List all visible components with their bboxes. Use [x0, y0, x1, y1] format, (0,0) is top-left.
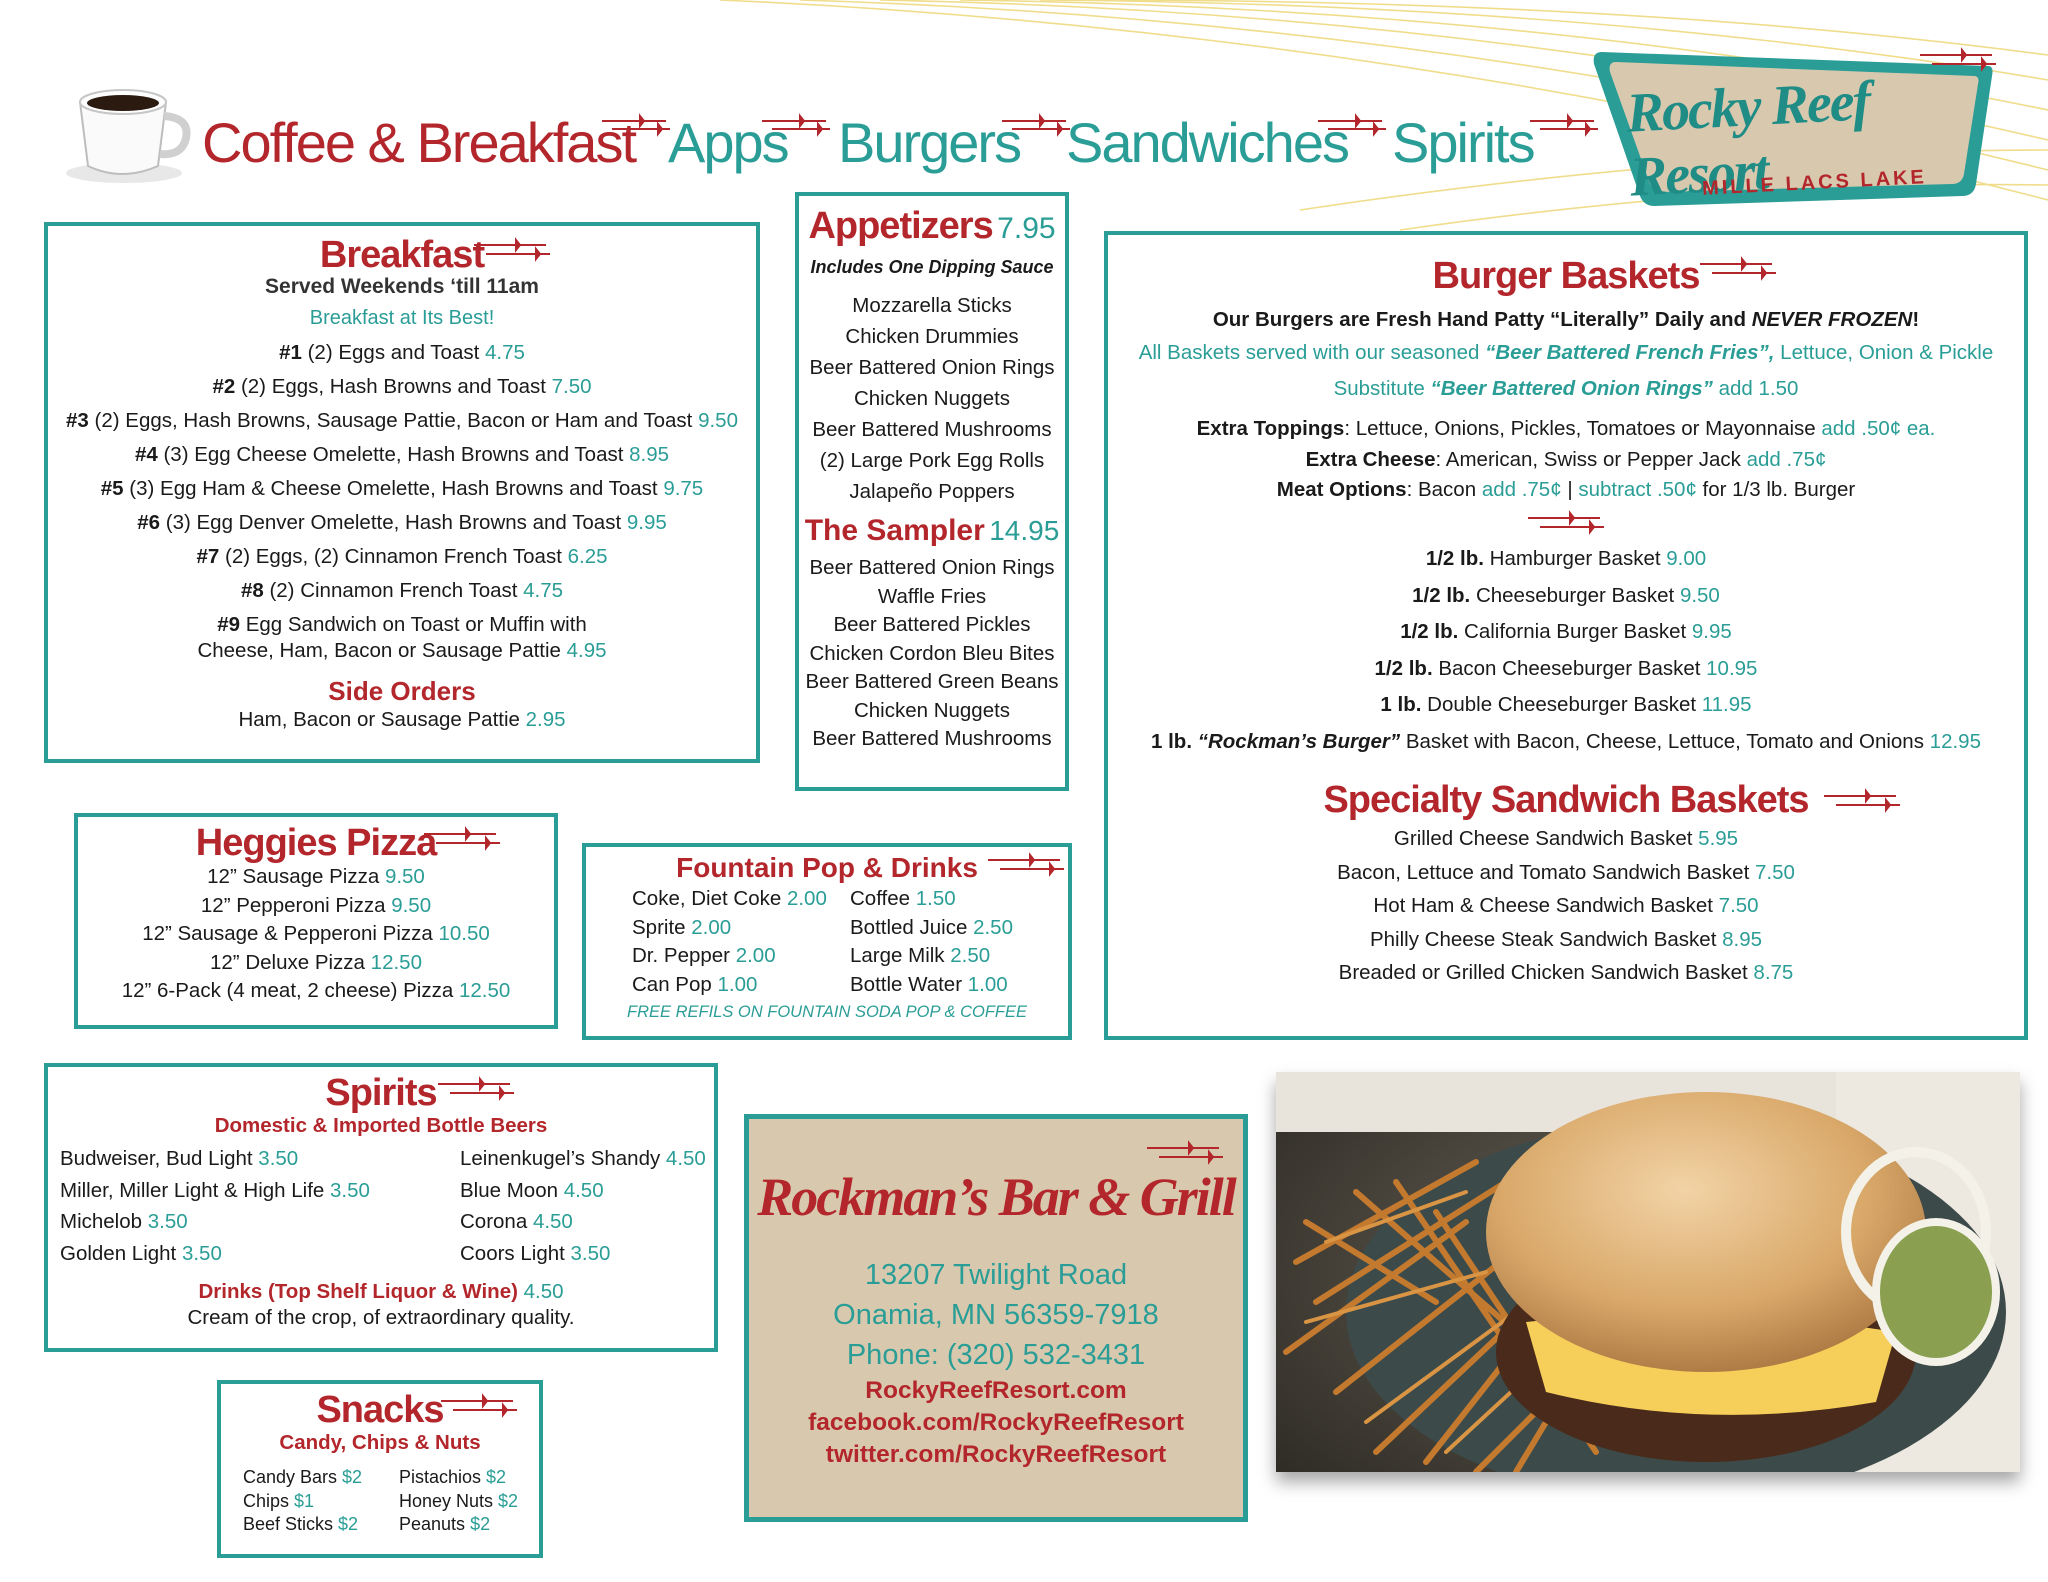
- item-name: 12” Deluxe Pizza: [210, 950, 371, 974]
- option-label: Extra Toppings: [1196, 417, 1345, 440]
- item-price: 2.00: [786, 887, 827, 910]
- item-name: 12” Sausage & Pepperoni Pizza: [142, 922, 439, 945]
- item-desc: (2) Cinnamon French Toast: [263, 579, 524, 602]
- list-item[interactable]: [1108, 956, 2024, 990]
- list-item[interactable]: [78, 920, 554, 949]
- item-name: Chips: [243, 1490, 295, 1511]
- option-price: add .75¢: [1746, 448, 1827, 471]
- item-name: Dr. Pepper: [632, 944, 736, 967]
- item-name: Pistachios: [399, 1467, 487, 1487]
- item-name: Bottled Juice: [850, 915, 974, 939]
- pizza-title: Heggies Pizza: [195, 822, 437, 864]
- note-text: Our Burgers are Fresh Hand Patty “Literally” Daily and: [1212, 308, 1752, 331]
- list-item: Beer Battered Green Beans: [805, 670, 1059, 693]
- jet-ornament-icon: [600, 112, 672, 138]
- item-name: Corona: [460, 1210, 533, 1233]
- contact-panel: [744, 1114, 1248, 1522]
- appetizers-title: Appetizers: [808, 205, 993, 247]
- item-name: Miller, Miller Light & High Life: [60, 1178, 331, 1202]
- burger-list: [1108, 541, 2024, 760]
- list-item: Beer Battered Mushrooms: [812, 727, 1052, 750]
- spirits-panel: [44, 1063, 718, 1352]
- logo-subtitle: MILLE LACS LAKE: [1701, 166, 1928, 200]
- item-price: 3.50: [330, 1178, 370, 1202]
- item-price: $2: [498, 1490, 519, 1511]
- item-name: Grilled Cheese Sandwich Basket: [1393, 827, 1699, 850]
- option-separator: |: [1561, 478, 1579, 501]
- item-price: 7.50: [1718, 894, 1759, 917]
- item-name: Drinks (Top Shelf Liquor & Wine): [198, 1280, 518, 1303]
- list-item[interactable]: [60, 1206, 460, 1238]
- list-item[interactable]: [60, 1175, 460, 1207]
- item-price: 2.95: [525, 708, 566, 731]
- item-desc: Egg Sandwich on Toast or Muffin with: [240, 613, 587, 636]
- item-size: 1/2 lb.: [1374, 656, 1433, 680]
- item-desc: Ham, Bacon or Sausage Pattie: [238, 708, 526, 731]
- list-item[interactable]: [460, 1175, 706, 1207]
- jet-ornament-icon: [986, 851, 1066, 877]
- list-item[interactable]: [850, 885, 1013, 914]
- item-number: #7: [196, 545, 220, 568]
- snacks-columns: [221, 1466, 539, 1537]
- specialty-list: [1108, 822, 2024, 990]
- item-price: 7.50: [551, 375, 592, 398]
- list-item[interactable]: [78, 949, 554, 978]
- item-price: 1.50: [915, 887, 956, 910]
- item-name: Breaded or Grilled Chicken Sandwich Basket: [1338, 961, 1754, 984]
- snacks-title: Snacks: [316, 1389, 444, 1431]
- item-size: 1/2 lb.: [1425, 547, 1484, 570]
- item-number: #5: [100, 477, 124, 500]
- burger-all-baskets-note: [1108, 335, 2024, 371]
- list-item: Beer Battered Pickles: [833, 613, 1031, 636]
- list-item[interactable]: [399, 1513, 518, 1537]
- item-number: #3: [66, 409, 89, 432]
- list-item[interactable]: [399, 1466, 518, 1490]
- spirits-subtitle: Domestic & Imported Bottle Beers: [214, 1114, 548, 1137]
- breakfast-title: Breakfast: [319, 234, 485, 276]
- option-text: for 1/3 lb. Burger: [1696, 478, 1856, 501]
- pizza-panel: [74, 813, 558, 1029]
- item-price: 4.75: [485, 341, 525, 364]
- list-item[interactable]: [48, 574, 756, 608]
- list-item[interactable]: [460, 1143, 706, 1175]
- breakfast-items: [48, 336, 756, 664]
- jet-ornament-icon: [1822, 787, 1902, 813]
- jet-ornament-icon: [1526, 509, 1606, 535]
- item-price: $2: [486, 1467, 507, 1487]
- note-text: !: [1912, 308, 1920, 331]
- list-item[interactable]: [48, 506, 756, 540]
- list-item[interactable]: [48, 438, 756, 472]
- list-item[interactable]: Beer Battered Onion Rings: [809, 356, 1055, 379]
- item-price: 9.50: [1679, 583, 1720, 607]
- item-price: 9.50: [698, 409, 738, 432]
- item-price: 2.50: [973, 915, 1013, 939]
- burger-fresh-note: [1108, 305, 2024, 335]
- list-item[interactable]: [243, 1466, 399, 1490]
- coffee-cup-icon: [62, 78, 192, 188]
- item-name: Bottle Water: [850, 972, 968, 996]
- list-item[interactable]: [632, 971, 850, 1000]
- item-name: Bacon, Lettuce and Tomato Sandwich Basket: [1337, 860, 1755, 884]
- item-price: $2: [470, 1514, 491, 1534]
- breakfast-served: Served Weekends ‘till 11am: [265, 275, 539, 298]
- option-label: Extra Cheese: [1305, 448, 1436, 471]
- list-item[interactable]: [48, 540, 756, 574]
- item-price: 9.00: [1666, 547, 1707, 570]
- list-item[interactable]: [78, 863, 554, 892]
- extra-cheese[interactable]: [1108, 445, 2024, 475]
- item-price: 7.50: [1754, 860, 1795, 884]
- top-shelf-note: Cream of the crop, of extraordinary quality.: [187, 1306, 575, 1329]
- nav-burgers[interactable]: Burgers: [838, 111, 1021, 174]
- item-desc: Cheese, Ham, Bacon or Sausage Pattie: [197, 639, 567, 662]
- item-price: 4.50: [523, 1280, 564, 1303]
- item-name: Large Milk: [850, 944, 951, 967]
- spirits-columns: [48, 1143, 714, 1269]
- item-desc: Basket with Bacon, Cheese, Lettuce, Tomato and Onions: [1400, 729, 1930, 753]
- contact-phone[interactable]: Phone: (320) 532-3431: [846, 1339, 1146, 1371]
- item-number: #9: [217, 613, 240, 636]
- item-price: 11.95: [1701, 693, 1752, 716]
- item-size: 1 lb.: [1151, 729, 1193, 753]
- item-price: 10.50: [438, 922, 490, 945]
- sampler-list: [799, 554, 1065, 754]
- burger-substitute-note: [1108, 371, 2024, 407]
- contact-website-link[interactable]: RockyReefResort.com: [865, 1377, 1127, 1404]
- list-item[interactable]: (2) Large Pork Egg Rolls: [819, 449, 1045, 472]
- contact-twitter-link[interactable]: twitter.com/RockyReefResort: [825, 1441, 1167, 1468]
- item-number: #6: [137, 511, 161, 534]
- top-shelf-drinks[interactable]: [48, 1279, 714, 1305]
- spirits-left-column: [60, 1143, 460, 1269]
- item-number: #2: [212, 375, 236, 398]
- jet-ornament-icon: [760, 112, 832, 138]
- jet-ornament-icon: [1145, 1139, 1225, 1165]
- list-item[interactable]: Chicken Drummies: [845, 325, 1019, 348]
- item-name: Hot Ham & Cheese Sandwich Basket: [1373, 894, 1719, 917]
- drinks-title: Fountain Pop & Drinks: [676, 852, 978, 883]
- jet-ornament-icon: [472, 236, 552, 262]
- item-price: 4.50: [532, 1210, 573, 1233]
- side-orders-item[interactable]: [48, 707, 756, 733]
- list-item[interactable]: [48, 404, 756, 438]
- note-text: add 1.50: [1712, 377, 1799, 400]
- nav-apps[interactable]: Apps: [668, 111, 788, 174]
- item-name: Budweiser, Bud Light: [60, 1147, 259, 1170]
- jet-ornament-icon: [1698, 255, 1778, 281]
- item-number: #1: [279, 341, 302, 364]
- item-name: Coors Light: [460, 1241, 571, 1265]
- meat-options[interactable]: [1108, 475, 2024, 505]
- item-desc: (2) Eggs, (2) Cinnamon French Toast: [219, 545, 568, 568]
- item-name: 12” Sausage Pizza: [207, 865, 385, 888]
- item-price: 2.50: [950, 944, 991, 967]
- jet-ornament-icon: [439, 1392, 519, 1418]
- item-size: 1/2 lb.: [1400, 620, 1459, 643]
- item-name: Philly Cheese Steak Sandwich Basket: [1369, 927, 1723, 951]
- nav-spirits[interactable]: Spirits: [1392, 111, 1534, 174]
- list-item[interactable]: [48, 336, 756, 370]
- item-desc: (2) Eggs and Toast: [301, 341, 485, 364]
- burger-baskets-panel: [1104, 231, 2028, 1040]
- item-name: Bacon Cheeseburger Basket: [1432, 656, 1707, 680]
- sampler-price: 14.95: [989, 515, 1060, 546]
- list-item[interactable]: Mozzarella Sticks: [852, 294, 1012, 317]
- item-name: Blue Moon: [460, 1178, 564, 1202]
- item-price: 3.50: [258, 1147, 299, 1170]
- item-name: Beef Sticks: [243, 1514, 339, 1534]
- item-name: Coke, Diet Coke: [632, 887, 787, 910]
- resort-logo: [1588, 46, 2000, 216]
- item-name: Cheeseburger Basket: [1470, 583, 1680, 607]
- list-item: Waffle Fries: [877, 584, 987, 608]
- logo-title: Rocky Reef Resort: [1624, 70, 1871, 209]
- list-item[interactable]: [60, 1143, 460, 1175]
- breakfast-panel: [44, 222, 760, 763]
- item-price: 12.95: [1929, 729, 1981, 753]
- note-emphasis: “Beer Battered French Fries”,: [1485, 341, 1775, 364]
- item-price: 12.50: [370, 950, 422, 974]
- item-price: 12.50: [458, 979, 511, 1002]
- item-desc: (2) Eggs, Hash Browns, Sausage Pattie, Bacon or Ham and Toast: [88, 409, 699, 432]
- item-name: Honey Nuts: [399, 1490, 499, 1511]
- item-price: 9.75: [663, 477, 704, 500]
- option-label: Meat Options: [1276, 478, 1407, 501]
- item-number: #4: [134, 443, 158, 466]
- list-item[interactable]: [1108, 822, 2024, 856]
- nav-coffee-breakfast[interactable]: Coffee & Breakfast: [202, 111, 635, 174]
- item-price: $2: [342, 1467, 363, 1487]
- note-text: Lettuce, Onion & Pickle: [1774, 341, 1994, 364]
- option-text: : Bacon: [1406, 478, 1482, 501]
- list-item[interactable]: [460, 1206, 706, 1238]
- item-name: Double Cheeseburger Basket: [1421, 693, 1702, 716]
- jet-ornament-icon: [1000, 112, 1072, 138]
- list-item[interactable]: [243, 1513, 399, 1537]
- list-item[interactable]: Jalapeño Poppers: [849, 480, 1015, 503]
- list-item[interactable]: [850, 914, 1013, 943]
- list-item[interactable]: [632, 942, 850, 971]
- item-price: 2.00: [691, 915, 732, 939]
- item-price: 4.50: [563, 1178, 604, 1202]
- item-price: 3.50: [181, 1241, 222, 1265]
- item-name: Peanuts: [399, 1514, 471, 1534]
- drinks-columns: [586, 885, 1068, 999]
- list-item[interactable]: [850, 971, 1013, 1000]
- item-name: 12” 6-Pack (4 meat, 2 cheese) Pizza: [121, 979, 459, 1002]
- list-item[interactable]: [399, 1490, 518, 1514]
- item-desc: (3) Egg Denver Omelette, Hash Browns and Toast: [160, 511, 627, 534]
- list-item[interactable]: [243, 1490, 399, 1514]
- list-item[interactable]: [632, 885, 850, 914]
- extra-toppings[interactable]: [1108, 413, 2024, 445]
- item-size: 1/2 lb.: [1412, 583, 1471, 607]
- option-price: add .75¢: [1481, 478, 1562, 501]
- spirits-right-column: [460, 1143, 706, 1269]
- item-name: “Rockman’s Burger”: [1192, 729, 1401, 753]
- item-size: 1 lb.: [1380, 693, 1422, 716]
- item-price: 9.95: [626, 511, 667, 534]
- list-item[interactable]: [1108, 923, 2024, 957]
- item-name: Michelob: [60, 1210, 148, 1233]
- item-price: 2.00: [735, 944, 776, 967]
- drinks-panel: [582, 843, 1072, 1040]
- item-price: $2: [338, 1514, 359, 1534]
- breakfast-tagline: Breakfast at Its Best!: [309, 307, 495, 329]
- appetizers-heading: [799, 206, 1065, 254]
- sampler-title: The Sampler: [804, 514, 985, 547]
- list-item[interactable]: [850, 942, 1013, 971]
- option-price: add .50¢ ea.: [1821, 417, 1936, 440]
- item-price: 10.95: [1706, 656, 1758, 680]
- list-item[interactable]: [460, 1238, 706, 1270]
- appetizers-note: Includes One Dipping Sauce: [810, 257, 1054, 277]
- option-text: : American, Swiss or Pepper Jack: [1435, 448, 1747, 471]
- note-text: All Baskets served with our seasoned: [1138, 341, 1486, 364]
- item-price: 4.95: [566, 639, 607, 662]
- side-orders-title: Side Orders: [328, 676, 476, 706]
- snacks-subtitle: Candy, Chips & Nuts: [279, 1431, 481, 1454]
- note-emphasis: NEVER FROZEN: [1751, 308, 1913, 331]
- list-item[interactable]: [48, 370, 756, 404]
- item-price: 8.95: [629, 443, 670, 466]
- specialty-title: Specialty Sandwich Baskets: [1323, 779, 1809, 821]
- jet-ornament-icon: [1316, 112, 1388, 138]
- drinks-right-column: [850, 885, 1013, 999]
- contact-title: Rockman’s Bar & Grill: [757, 1167, 1235, 1227]
- note-emphasis: “Beer Battered Onion Rings”: [1430, 377, 1713, 400]
- item-name: Sprite: [632, 915, 692, 939]
- list-item: Chicken Nuggets: [853, 698, 1011, 722]
- snacks-panel: [217, 1380, 543, 1558]
- list-item[interactable]: [1108, 724, 2024, 761]
- item-price: 3.50: [570, 1241, 611, 1265]
- item-price: 8.95: [1722, 927, 1762, 951]
- list-item[interactable]: [48, 612, 756, 664]
- item-price: 9.95: [1691, 620, 1732, 643]
- item-price: 5.95: [1698, 827, 1739, 850]
- item-name: Leinenkugel’s Shandy: [460, 1147, 666, 1170]
- item-name: Golden Light: [60, 1241, 182, 1265]
- item-name: 12” Pepperoni Pizza: [200, 893, 392, 917]
- list-item: Beer Battered Onion Rings: [809, 556, 1055, 579]
- list-item[interactable]: [78, 977, 554, 1006]
- item-desc: (2) Eggs, Hash Browns and Toast: [235, 375, 552, 398]
- nav-sandwiches[interactable]: Sandwiches: [1066, 111, 1348, 174]
- list-item: Chicken Cordon Bleu Bites: [809, 641, 1055, 665]
- item-price: 4.75: [523, 579, 564, 602]
- list-item[interactable]: [60, 1238, 460, 1270]
- spirits-title: Spirits: [325, 1072, 437, 1114]
- item-name: Hamburger Basket: [1483, 547, 1667, 570]
- list-item[interactable]: [48, 472, 756, 506]
- note-text: Substitute: [1333, 377, 1431, 400]
- item-name: Candy Bars: [243, 1467, 343, 1487]
- option-price: subtract .50¢: [1578, 478, 1697, 501]
- list-item[interactable]: [1108, 541, 2024, 578]
- list-item[interactable]: [1108, 614, 2024, 651]
- sampler-heading: [799, 513, 1065, 554]
- appetizers-list: [799, 290, 1065, 507]
- appetizers-panel: [795, 192, 1069, 791]
- option-text: : Lettuce, Onions, Pickles, Tomatoes or Mayonnaise: [1344, 417, 1822, 440]
- item-price: $1: [294, 1490, 315, 1511]
- jet-ornament-icon: [422, 825, 502, 851]
- item-number: #8: [240, 579, 264, 602]
- item-price: 6.25: [567, 545, 608, 568]
- drinks-note: FREE REFILS ON FOUNTAIN SODA POP & COFFEE: [626, 1003, 1028, 1021]
- pizza-list: [78, 863, 554, 1006]
- burger-baskets-title: Burger Baskets: [1432, 255, 1700, 297]
- list-item[interactable]: [78, 892, 554, 921]
- item-price: 8.75: [1753, 961, 1794, 984]
- item-desc: (3) Egg Ham & Cheese Omelette, Hash Browns and Toast: [123, 477, 664, 500]
- list-item[interactable]: Beer Battered Mushrooms: [812, 418, 1052, 441]
- item-price: 9.50: [391, 893, 432, 917]
- item-price: 4.50: [665, 1147, 706, 1170]
- item-desc: (3) Egg Cheese Omelette, Hash Browns and Toast: [157, 443, 630, 466]
- contact-address1: 13207 Twilight Road: [864, 1259, 1128, 1291]
- item-name: Coffee: [850, 887, 916, 910]
- item-price: 9.50: [384, 865, 425, 888]
- item-price: 1.00: [967, 972, 1008, 996]
- list-item[interactable]: [632, 914, 850, 943]
- drinks-left-column: [632, 885, 850, 999]
- item-price: 3.50: [147, 1210, 188, 1233]
- burger-photo: [1276, 1072, 2020, 1472]
- list-item[interactable]: [1108, 687, 2024, 724]
- contact-address2: Onamia, MN 56359-7918: [833, 1299, 1159, 1331]
- list-item[interactable]: [1108, 856, 2024, 890]
- list-item[interactable]: Chicken Nuggets: [853, 387, 1011, 410]
- item-name: California Burger Basket: [1458, 620, 1692, 643]
- item-price: 1.00: [717, 972, 758, 996]
- jet-ornament-icon: [436, 1075, 516, 1101]
- snacks-right-column: [399, 1466, 518, 1537]
- list-item[interactable]: [1108, 578, 2024, 615]
- snacks-left-column: [243, 1466, 399, 1537]
- contact-facebook-link[interactable]: facebook.com/RockyReefResort: [808, 1409, 1184, 1436]
- item-name: Can Pop: [632, 972, 718, 996]
- burger-photo-illustration: [1276, 1072, 2020, 1472]
- list-item[interactable]: [1108, 889, 2024, 923]
- appetizers-price: 7.95: [997, 212, 1056, 245]
- list-item[interactable]: [1108, 651, 2024, 688]
